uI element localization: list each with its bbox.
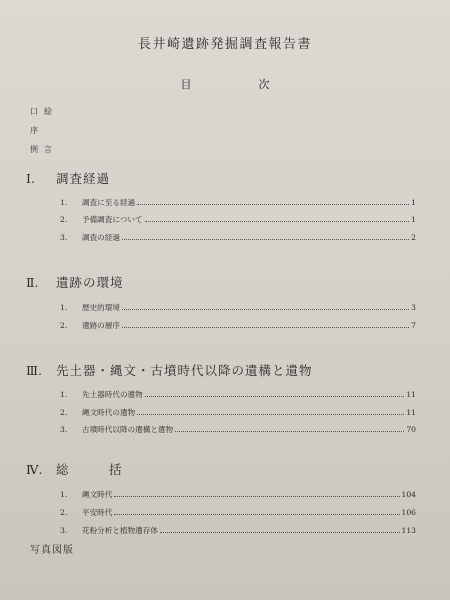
entry-title: 遺跡の層序 <box>82 321 120 330</box>
entry-number: 2. <box>60 321 68 330</box>
entry-title: 花粉分析と植物遺存体 <box>82 526 158 535</box>
dot-leader <box>160 525 400 533</box>
toc-entry <box>60 320 416 332</box>
report-title: 長井崎遺跡発掘調査報告書 <box>137 37 312 52</box>
entry-number: 2. <box>60 508 68 517</box>
section-title: 調査経過 <box>56 171 111 186</box>
entry-title: 平安時代 <box>82 508 113 517</box>
toc-entry <box>60 232 416 244</box>
toc-entry <box>60 302 416 314</box>
entry-page: 2 <box>411 233 416 242</box>
section-heading-2 <box>26 273 124 291</box>
section-title: 先土器・縄文・古墳時代以降の遺構と遺物 <box>56 363 313 378</box>
entry-page: 3 <box>411 303 416 312</box>
toc-entry <box>60 389 416 401</box>
dot-leader <box>137 407 404 415</box>
section-title: 総 括 <box>56 462 136 477</box>
section-heading-1 <box>26 169 110 187</box>
section-number: Ⅰ. <box>26 171 35 186</box>
toc-entry <box>60 525 416 537</box>
entry-title: 歴史的環境 <box>82 303 120 312</box>
section-number: Ⅱ. <box>26 275 39 290</box>
entry-page: 104 <box>401 490 416 499</box>
toc-heading: 目 次 <box>180 78 298 91</box>
toc-entry <box>60 507 416 519</box>
entry-title: 縄文時代の遺物 <box>82 408 136 417</box>
entry-number: 3. <box>60 425 68 434</box>
entry-number: 1. <box>60 490 68 499</box>
dot-leader <box>122 232 409 240</box>
section-number: Ⅳ. <box>26 462 43 477</box>
section-heading-4 <box>26 460 136 478</box>
entry-title: 調査の経過 <box>82 233 120 242</box>
entry-number: 1. <box>60 390 68 399</box>
entry-page: 106 <box>401 508 416 517</box>
front-matter-preface: 序 <box>30 126 44 135</box>
entry-page: 7 <box>411 321 416 330</box>
toc-entry <box>60 424 416 436</box>
dot-leader <box>114 489 399 497</box>
entry-page: 1 <box>411 198 416 207</box>
entry-number: 1. <box>60 198 68 207</box>
photo-plates-heading: 写真図版 <box>30 545 74 556</box>
entry-title: 縄文時代 <box>82 490 113 499</box>
entry-number: 2. <box>60 408 68 417</box>
front-matter-notes: 例言 <box>30 145 58 154</box>
entry-number: 2. <box>60 215 68 224</box>
entry-page: 113 <box>401 526 416 535</box>
front-matter-frontispiece: 口絵 <box>30 107 58 116</box>
section-title: 遺跡の環境 <box>56 275 124 290</box>
dot-leader <box>175 424 404 432</box>
entry-title: 先土器時代の遺物 <box>82 390 143 399</box>
toc-entry <box>60 214 416 226</box>
entry-number: 3. <box>60 233 68 242</box>
entry-number: 1. <box>60 303 68 312</box>
dot-leader <box>122 302 409 310</box>
section-number: Ⅲ. <box>26 363 43 378</box>
entry-page: 70 <box>406 425 416 434</box>
toc-entry <box>60 407 416 419</box>
toc-entry <box>60 489 416 501</box>
toc-entry <box>60 197 416 209</box>
entry-page: 11 <box>406 390 416 399</box>
entry-title: 予備調査について <box>82 215 143 224</box>
entry-page: 11 <box>406 408 416 417</box>
dot-leader <box>122 320 409 328</box>
entry-title: 古墳時代以降の遺構と遺物 <box>82 425 174 434</box>
section-heading-3 <box>26 361 313 379</box>
entry-number: 3. <box>60 526 68 535</box>
dot-leader <box>145 389 405 397</box>
dot-leader <box>114 507 399 515</box>
dot-leader <box>145 214 410 222</box>
dot-leader <box>137 197 409 205</box>
entry-page: 1 <box>411 215 416 224</box>
entry-title: 調査に至る経過 <box>82 198 136 207</box>
